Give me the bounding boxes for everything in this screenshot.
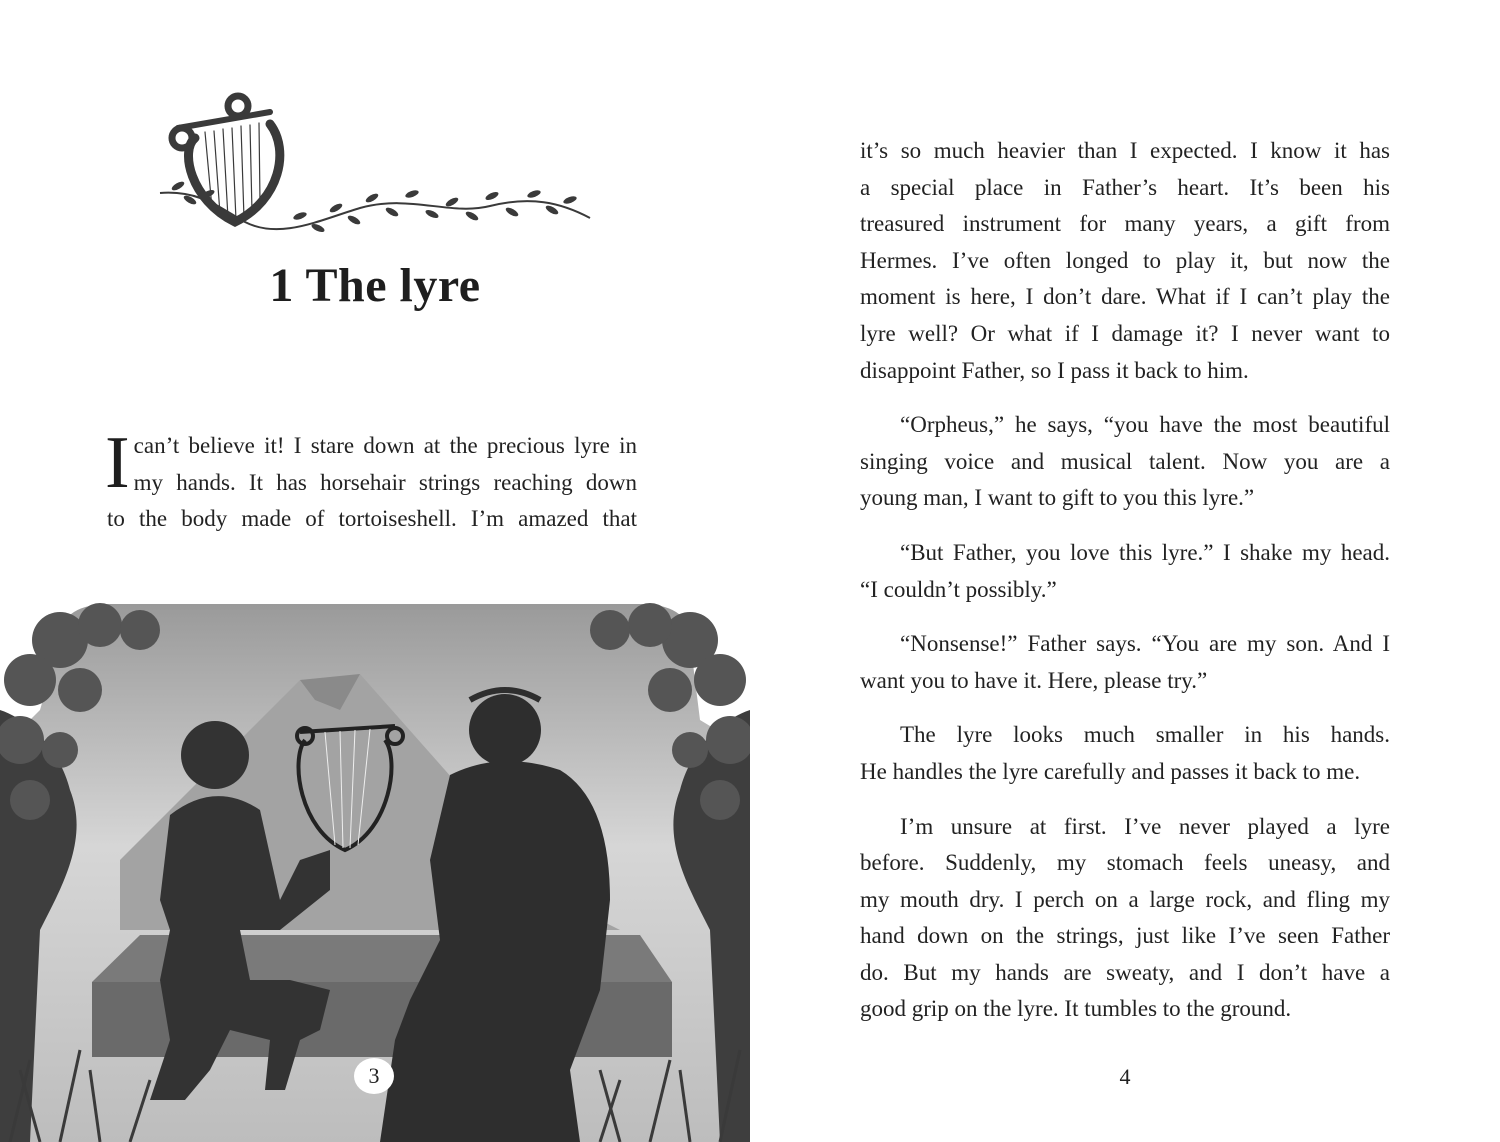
- text-line: “I couldn’t possibly.”: [860, 576, 1057, 602]
- right-page: [750, 0, 1500, 1142]
- paragraph: [860, 407, 1390, 517]
- text-line: singing voice and musical talent. Now you are a: [860, 448, 1390, 474]
- text-line: “Nonsense!” Father says. “You are my son. And I: [900, 631, 1390, 657]
- text-line: to the body made of tortoiseshell. I’m amazed that: [107, 506, 637, 531]
- opening-paragraph: [105, 422, 637, 538]
- text-line: “Orpheus,” he says, “you have the most beautiful: [900, 412, 1390, 438]
- text-line: moment is here, I don’t dare. What if I can’t play the: [860, 284, 1390, 310]
- text-line: “But Father, you love this lyre.” I shake my head.: [900, 539, 1390, 565]
- text-line: good grip on the lyre. It tumbles to the ground.: [860, 996, 1292, 1022]
- text-line: disappoint Father, so I pass it back to him.: [860, 357, 1249, 383]
- lyre-ornament-icon: [150, 90, 600, 250]
- drop-cap: I: [105, 422, 130, 504]
- text-line: lyre well? Or what if I damage it? I never want to: [860, 320, 1390, 346]
- text-line: a special place in Father’s heart. It’s been his: [860, 174, 1390, 200]
- paragraph: [860, 626, 1390, 699]
- body-text: [860, 133, 1390, 1046]
- paragraph: [860, 809, 1390, 1029]
- text-line: The lyre looks much smaller in his hands.: [900, 722, 1390, 748]
- chapter-title: 1 The lyre: [269, 259, 481, 312]
- paragraph: [860, 133, 1390, 389]
- text-line: do. But my hands are sweaty, and I don’t have a: [860, 959, 1390, 985]
- page-number-badge: [354, 1058, 394, 1094]
- text-line: my hands. It has horsehair strings reaching down: [133, 469, 637, 495]
- text-line: before. Suddenly, my stomach feels uneasy, and: [860, 850, 1390, 876]
- page-number: 3: [368, 1063, 380, 1088]
- text-line: can’t believe it! I stare down at the precious lyre in: [133, 433, 637, 458]
- text-line: my mouth dry. I perch on a large rock, and fling my: [860, 886, 1390, 912]
- paragraph: [860, 535, 1390, 608]
- page-number: 4: [1119, 1064, 1131, 1089]
- text-line: young man, I want to gift to you this lyre.”: [860, 485, 1255, 511]
- text-line: hand down on the strings, just like I’ve seen Father: [860, 923, 1390, 949]
- text-line: Hermes. I’ve often longed to play it, but now the: [860, 247, 1390, 273]
- text-line: I’m unsure at first. I’ve never played a lyre: [900, 813, 1390, 839]
- text-line: it’s so much heavier than I expected. I know it has: [860, 138, 1390, 163]
- text-line: He handles the lyre carefully and passes it back to me.: [860, 758, 1361, 784]
- text-line: want you to have it. Here, please try.”: [860, 667, 1208, 693]
- text-line: treasured instrument for many years, a gift from: [860, 211, 1390, 237]
- paragraph: [860, 717, 1390, 790]
